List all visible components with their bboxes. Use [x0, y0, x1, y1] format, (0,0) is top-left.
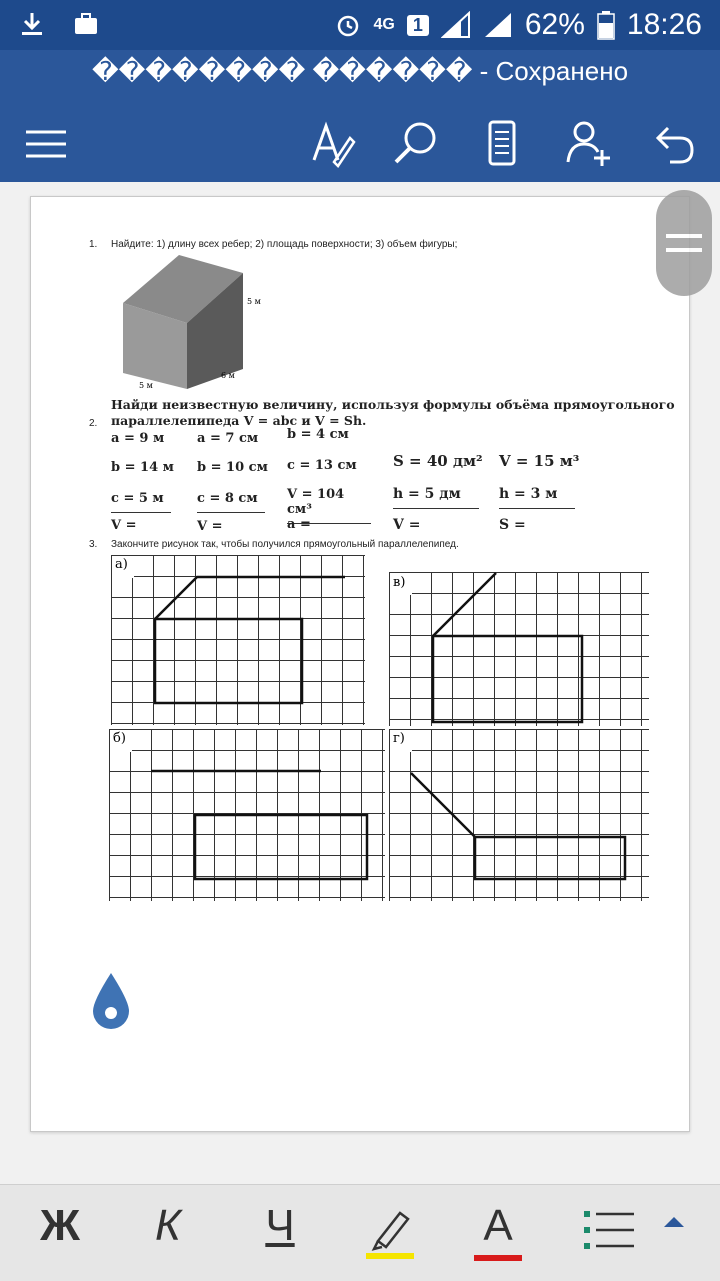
- status-bar: [0, 0, 720, 50]
- top-toolbar: [0, 108, 720, 178]
- undo-button[interactable]: [646, 116, 702, 172]
- formula-cell: V =: [197, 519, 223, 534]
- briefcase-icon: [72, 10, 100, 38]
- scroll-grip-icon: [656, 190, 712, 296]
- formula-cell: b = 10 см: [197, 460, 268, 475]
- edge-label-height: 5 м: [247, 297, 261, 306]
- hamburger-icon: [18, 116, 74, 172]
- underline-label: Ч: [265, 1201, 295, 1250]
- formula-cell: S = 40 дм²: [393, 452, 483, 470]
- formatting-toolbar: [0, 1184, 720, 1281]
- formula-cell: V = 104 см³: [287, 487, 371, 524]
- bullet-list-icon: [578, 1201, 638, 1261]
- task1-text: Найдите: 1) длину всех ребер; 2) площадь поверхности; 3) объем фигуры;: [111, 239, 458, 250]
- add-person-icon: [560, 116, 616, 172]
- battery-percent: 62%: [524, 8, 585, 41]
- task3-number: 3.: [89, 539, 98, 550]
- edge-label-depth: 6 м: [221, 371, 235, 380]
- formula-cell: V =: [393, 517, 421, 533]
- grid-b-drawing: [109, 729, 385, 901]
- search-button[interactable]: [388, 116, 444, 172]
- formula-cell: V = 15 м³: [499, 452, 580, 470]
- undo-icon: [646, 116, 702, 172]
- font-pen-icon: [304, 116, 360, 172]
- clock: 18:26: [626, 8, 702, 41]
- formula-cell: c = 5 м: [111, 491, 171, 513]
- task2-title-line2: параллелепипеда V = abc и V = Sh.: [111, 413, 367, 428]
- font-color-button[interactable]: [458, 1201, 538, 1265]
- cursor-handle-icon[interactable]: [91, 971, 131, 1031]
- document-title: �������� ������ - Сохранено: [91, 56, 629, 86]
- signal-icon-2: [483, 11, 513, 39]
- grid-a-drawing: [111, 555, 365, 725]
- grid-g-drawing: [389, 729, 649, 901]
- formula-cell: h = 5 дм: [393, 486, 479, 509]
- formula-cell: b = 14 м: [111, 460, 174, 475]
- formula-cell: a = 9 м: [111, 431, 165, 446]
- formula-cell: S =: [499, 517, 526, 533]
- expand-toolbar-button[interactable]: [644, 1201, 704, 1265]
- formula-cell: c = 8 см: [197, 491, 265, 513]
- task2-number: 2.: [89, 418, 98, 429]
- highlighter-icon: [360, 1201, 420, 1261]
- edge-label-width: 5 м: [139, 381, 153, 390]
- search-icon: [388, 116, 444, 172]
- bold-label: Ж: [40, 1201, 80, 1250]
- task1-number: 1.: [89, 239, 98, 250]
- underline-button[interactable]: [240, 1201, 320, 1265]
- menu-button[interactable]: [18, 116, 74, 172]
- caret-up-icon: [654, 1201, 694, 1241]
- signal-icon: [441, 11, 471, 39]
- italic-button[interactable]: [128, 1201, 208, 1265]
- battery-icon: [597, 10, 615, 40]
- grid-label-g: г): [393, 731, 405, 746]
- italic-label: К: [155, 1201, 181, 1250]
- formula-cell: a = 7 см: [197, 431, 259, 446]
- highlight-button[interactable]: [350, 1201, 430, 1265]
- alarm-icon: [334, 11, 362, 39]
- formula-cell: b = 4 см: [287, 427, 349, 442]
- format-button[interactable]: [304, 116, 360, 172]
- formula-cell: c = 13 см: [287, 458, 357, 473]
- formula-cell: a =: [287, 517, 311, 532]
- formula-cell: V =: [111, 518, 137, 533]
- font-color-swatch: [474, 1255, 522, 1261]
- scroll-handle[interactable]: [656, 190, 712, 296]
- phone-document-icon: [474, 116, 530, 172]
- list-button[interactable]: [568, 1201, 648, 1265]
- grid-label-a: а): [115, 557, 128, 572]
- task3-text: Закончите рисунок так, чтобы получился прямоугольный параллелепипед.: [111, 539, 459, 550]
- download-icon: [18, 10, 46, 38]
- network-type: 4G: [373, 16, 395, 33]
- grid-v-drawing: [389, 572, 649, 726]
- formula-cell: h = 3 м: [499, 486, 575, 509]
- sim-indicator: 1: [407, 15, 429, 36]
- grid-label-b: б): [113, 731, 126, 746]
- cuboid-figure: [119, 249, 279, 399]
- grid-label-v: в): [393, 575, 406, 590]
- bold-button[interactable]: [20, 1201, 100, 1265]
- app-bar: [0, 50, 720, 182]
- font-color-label: А: [483, 1201, 513, 1250]
- share-button[interactable]: [560, 116, 616, 172]
- document-page[interactable]: [30, 196, 690, 1132]
- mobile-view-button[interactable]: [474, 116, 530, 172]
- task2-title-line1: Найди неизвестную величину, используя формулы объёма прямоугольного: [111, 397, 675, 412]
